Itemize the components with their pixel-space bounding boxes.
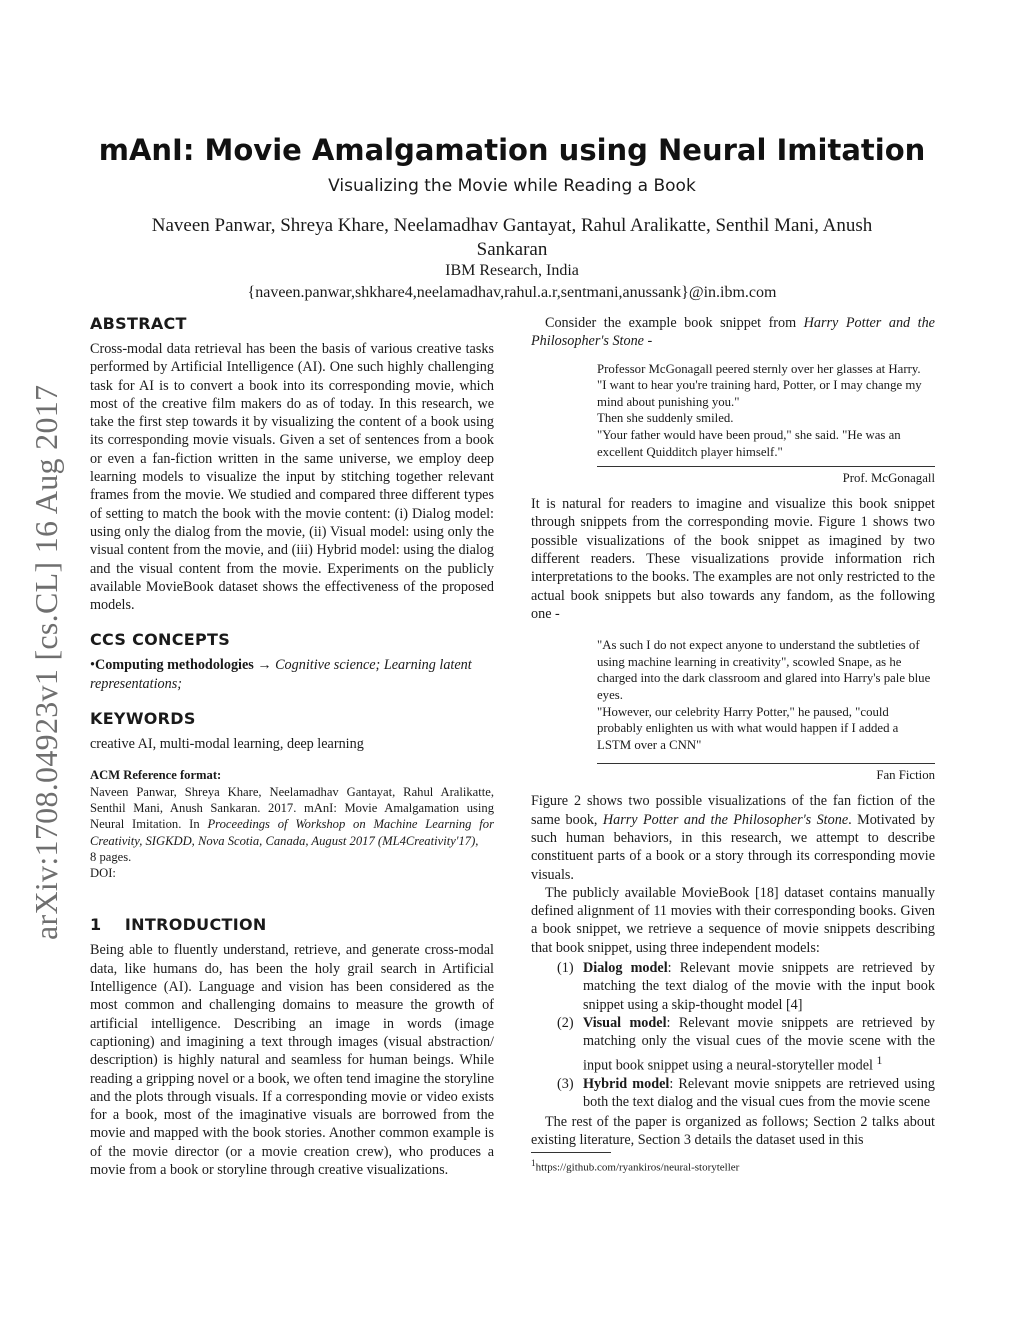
paper-title: mAnI: Movie Amalgamation using Neural Imitation [98,133,926,167]
author-list: Naveen Panwar, Shreya Khare, Neelamadhav Gantayat, Rahul Aralikatte, Senthil Mani, Anush Sankaran [151,215,873,260]
quote-attribution: Prof. McGonagall [842,471,935,486]
keywords-heading: KEYWORDS [90,709,196,729]
quote-divider [597,763,935,764]
model-name: Dialog model [583,960,668,977]
paper-subtitle: Visualizing the Movie while Reading a Book [328,176,696,196]
ccs-heading: CCS CONCEPTS [90,630,231,650]
introduction-heading: 1 INTRODUCTION [90,915,267,935]
intro-lead: Consider the example book snippet from [545,315,804,331]
footnote-link[interactable]: https://github.com/ryankiros/neural-storyteller [535,1161,740,1174]
quote-divider [597,466,935,467]
model-number: (1) [557,960,574,977]
acm-reference-pages: 8 pages. [90,849,132,864]
book-quote [597,361,935,461]
paragraph-moviebook: The publicly available MovieBook [18] dataset contains manually defined alignment of 11 movies with their corresponding books. Given a book snippet, we retrieve a sequence of movie snippets describing that book snippet, using three independent models: [531,884,935,956]
quote-line: Then she suddenly smiled. [597,411,734,426]
quote-line: "Your father would have been proud," she said. "He was an excellent Quidditch player himself." [597,427,901,459]
intro-tail: - [643,333,653,350]
ccs-concept-bold: Computing methodologies [94,657,254,674]
model-number: (3) [557,1075,574,1092]
ccs-concept-italic: Cognitive science; Learning latent representations; [90,657,472,692]
model-description: : Relevant movie snippets are retrieved using both the text dialog and the visual cues from the movie scene [583,1075,935,1110]
ccs-bullet: • [90,657,95,674]
paragraph-fan-fiction [531,792,935,883]
footnote-number: 1 [531,1157,536,1168]
quote-line: Professor McGonagall peered sternly over her glasses at Harry. [597,361,921,376]
ccs-concepts [90,656,494,693]
acm-reference-text [90,784,494,849]
acm-reference-heading: ACM Reference format: [90,768,222,783]
para2-tail: . Motivated by such human behaviors, in this research, we attempt to describe constituent parts of a book or a story through its corresponding movie visuals. [531,811,935,883]
intro-book-title: Harry Potter and the Philosopher's Stone [531,315,935,350]
quote-line: "As such I do not expect anyone to understand the subtleties of using machine learning in creativity", scowled Snape, as he charged into the dark classroom and glared into Harry's pale blue eyes. [597,638,931,703]
left-column [90,314,494,1179]
para2-lead: Figure 2 shows two possible visualizations of the fan fiction of the same book, [531,793,935,828]
fan-fiction-attribution: Fan Fiction [876,768,935,783]
model-description: : Relevant movie snippets are retrieved by matching only the visual cues of the movie scene with the input book snippet using a neural-storyteller model [583,1014,935,1074]
model-item-visual [531,1014,935,1075]
model-item-hybrid [531,1075,935,1112]
model-list [531,959,935,1111]
model-item-dialog [531,959,935,1014]
para2-book-title: Harry Potter and the Philosopher's Stone [602,811,849,828]
acm-reference-doi: DOI: [90,866,116,881]
keywords-text: creative AI, multi-modal learning, deep learning [90,736,364,753]
acm-reference-authors: Naveen Panwar, Shreya Khare, Neelamadhav Gantayat, Rahul Aralikatte, Senthil Mani, Anush Sankaran. 2017. mAnI: Movie Amalgamation using Neural Imitation. In [90,784,494,832]
model-number: (2) [557,1014,574,1031]
model-name: Hybrid model [583,1075,670,1092]
acm-reference-venue: Proceedings of Workshop on Machine Learning for Creativity, SIGKDD, Nova Scotia, Canada, August 2017 (ML4Creativity'17), [90,817,494,848]
acm-reference [90,767,494,881]
abstract-text: Cross-modal data retrieval has been the basis of various creative tasks performed by Artificial Intelligence (AI). One such highly challenging task for AI is to convert a book into its corresponding movie, which most of the creative film makers do as of today. In this research, we take the first step towards it by visualizing the content of a book using its corresponding movie visuals. Given a set of sentences from a book or even a fan-fiction written in the same universe, we employ deep learning models to visualize the input by stitching together relevant frames from the movie. We studied and compared three different types of setting to match the book with the movie content: (i) Dialog model: using only the dialog from the movie, (ii) Visual model: using only the visual content from the movie, and (iii) Hybrid model: using the dialog and the visual content from the movie. Experiments on the publicly available MovieBook dataset shows the effectiveness of the proposed models. [90,341,494,614]
quote-line: "I want to hear you're training hard, Potter, or I may change my mind about punishing you." [597,378,922,409]
footnote-divider [531,1152,611,1153]
footnote-marker: 1 [876,1052,883,1067]
introduction-paragraph: Being able to fluently understand, retrieve, and generate cross-modal data, like humans do, has been the holy grail search in Artificial Intelligence (AI). Language and vision has been considered as the most common and challenging domains to measure the growth of artificial intelligence. Describing an image in words (image captioning) and imagining a text through images (visual abstraction/ description) is highly natural and seamless for human beings. While reading a gripping novel or a book, we often tend imagine the storyline and the plots through visuals. If a corresponding movie or video exists for a book, most of the imaginative visuals are borrowed from the movie and mapped with the book stories. Another common example is of the movie director (or a movie creation crew), who produces a movie from a book or storyline through creative visualizations. [90,942,494,1178]
model-description: : Relevant movie snippets are retrieved by matching the text dialog of the movie with the input book snippet using a skip-thought model [4] [583,960,935,1013]
book-snippet-intro [531,314,935,351]
paragraph-visualizations: It is natural for readers to imagine and visualize this book snippet through snippets from the corresponding movie. Figure 1 shows two possible visualizations of the book snippet as imagined by two different readers. These visualizations provide information rich interpretations to the books. The examples are not only restricted to the actual book snippets but also towards any fandom, as the following one - [531,496,935,622]
model-name: Visual model [583,1014,667,1031]
paragraph-organization: The rest of the paper is organized as follows; Section 2 talks about existing literature, Section 3 details the dataset used in this [531,1114,935,1149]
arxiv-stamp: arXiv:1708.04923v1 [cs.CL] 16 Aug 2017 [28,384,64,940]
quote-line: "However, our celebrity Harry Potter," he paused, "could probably enlighten us with what would happen if I added a LSTM over a CNN" [597,704,899,752]
affiliation: IBM Research, India [445,262,579,279]
right-column [531,314,935,1174]
fan-fiction-quote [597,637,935,753]
footnote [531,1156,935,1175]
abstract-heading: ABSTRACT [90,314,187,333]
ccs-arrow: → [253,657,276,674]
author-emails: {naveen.panwar,shkhare4,neelamadhav,rahul.a.r,sentmani,anussank}@in.ibm.com [247,284,777,301]
